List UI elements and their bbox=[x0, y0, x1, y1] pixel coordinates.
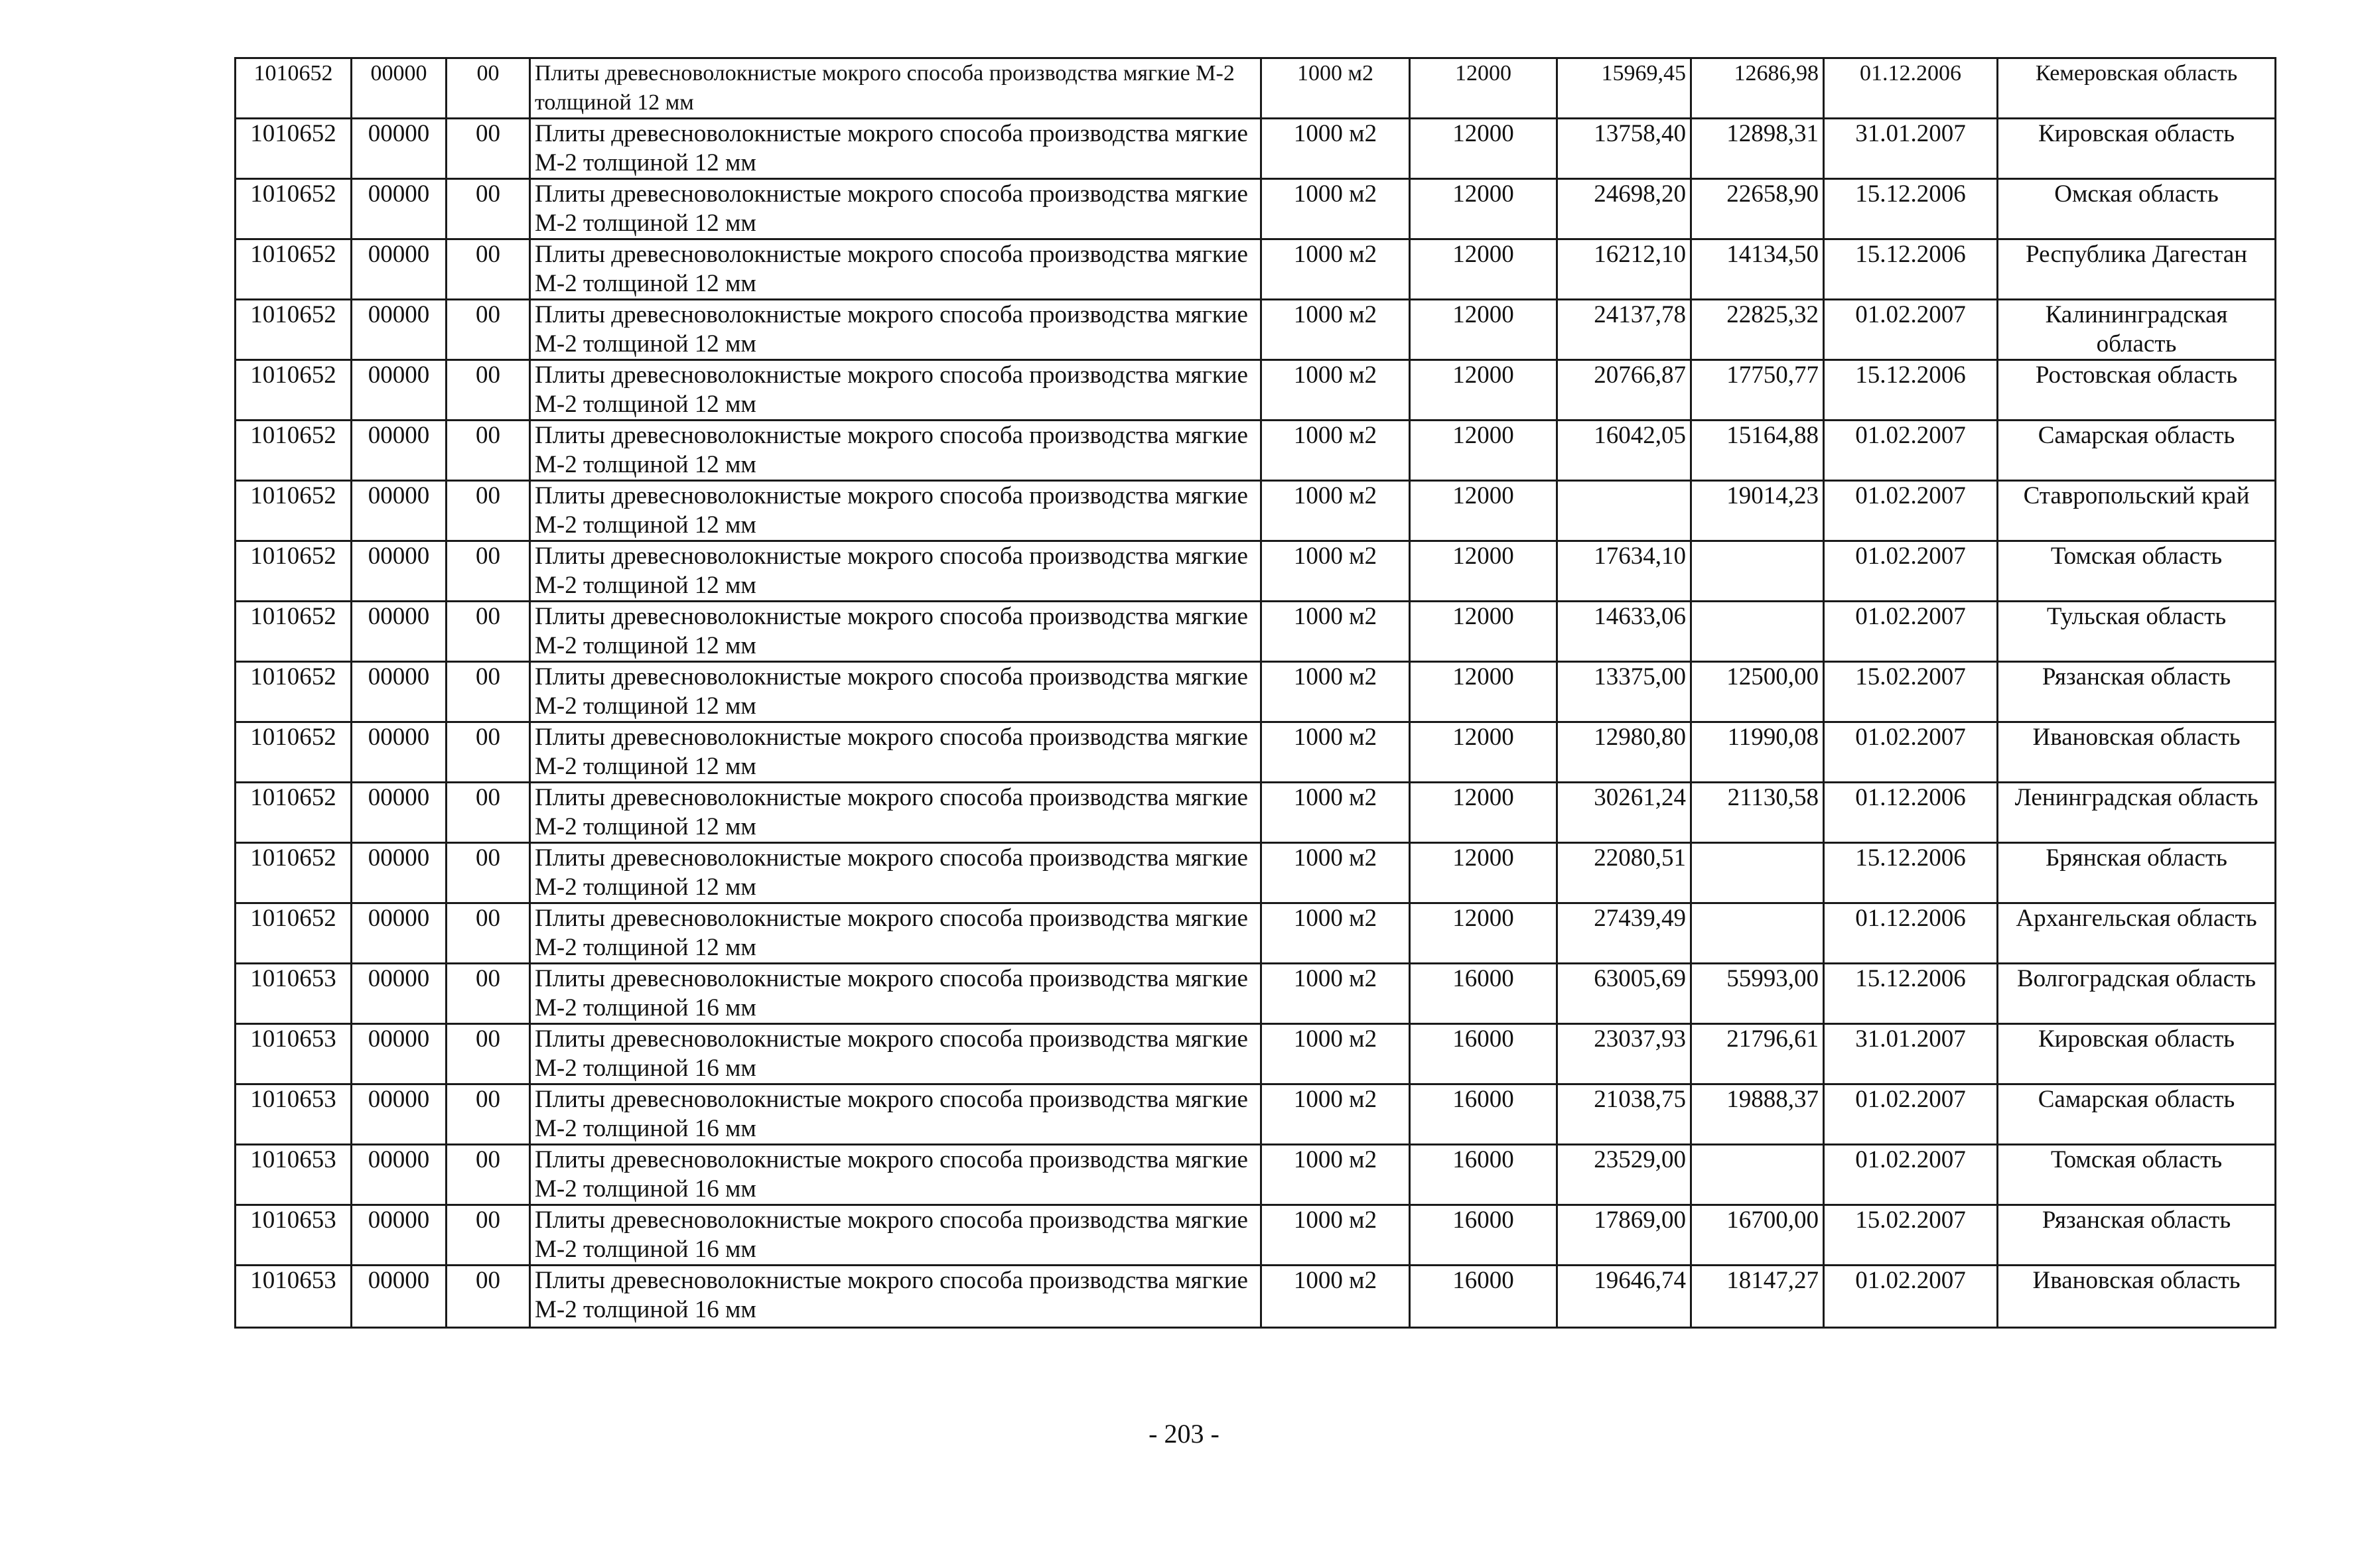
cell-sub-code-2: 00 bbox=[447, 662, 530, 722]
cell-product-name: Плиты древесноволокнистые мокрого способа производства мягкие М-2 толщиной 12 мм bbox=[530, 541, 1261, 602]
table-row bbox=[236, 119, 2276, 179]
cell-sub-code-2: 00 bbox=[447, 1205, 530, 1266]
cell-date: 15.12.2006 bbox=[1824, 843, 1998, 903]
cell-unit-of-measure: 1000 м2 bbox=[1261, 239, 1410, 300]
cell-quantity: 16000 bbox=[1410, 1145, 1557, 1205]
cell-price-2: 11990,08 bbox=[1691, 722, 1824, 783]
cell-sub-code: 00000 bbox=[352, 722, 447, 783]
cell-unit-of-measure: 1000 м2 bbox=[1261, 843, 1410, 903]
cell-sub-code-2: 00 bbox=[447, 541, 530, 602]
table-row bbox=[236, 1084, 2276, 1145]
cell-sub-code-2: 00 bbox=[447, 1084, 530, 1145]
cell-quantity: 12000 bbox=[1410, 421, 1557, 481]
table-row bbox=[236, 1266, 2276, 1328]
cell-item-code: 1010652 bbox=[236, 541, 352, 602]
cell-unit-of-measure: 1000 м2 bbox=[1261, 421, 1410, 481]
cell-price-2 bbox=[1691, 843, 1824, 903]
price-table bbox=[234, 57, 2276, 1329]
table-row bbox=[236, 602, 2276, 662]
cell-region: Томская область bbox=[1998, 1145, 2276, 1205]
table-row bbox=[236, 239, 2276, 300]
cell-product-name: Плиты древесноволокнистые мокрого способа производства мягкие М-2 толщиной 16 мм bbox=[530, 964, 1261, 1024]
cell-product-name: Плиты древесноволокнистые мокрого способа производства мягкие М-2 толщиной 12 мм bbox=[530, 58, 1261, 119]
cell-price-1: 21038,75 bbox=[1557, 1084, 1691, 1145]
cell-price-2: 19888,37 bbox=[1691, 1084, 1824, 1145]
cell-region: Ставропольский край bbox=[1998, 481, 2276, 541]
cell-price-2 bbox=[1691, 903, 1824, 964]
cell-quantity: 12000 bbox=[1410, 602, 1557, 662]
cell-product-name: Плиты древесноволокнистые мокрого способа производства мягкие М-2 толщиной 16 мм bbox=[530, 1145, 1261, 1205]
page-number: - 203 - bbox=[1149, 1419, 1219, 1449]
cell-date: 01.12.2006 bbox=[1824, 903, 1998, 964]
cell-item-code: 1010652 bbox=[236, 179, 352, 239]
cell-date: 01.12.2006 bbox=[1824, 783, 1998, 843]
cell-unit-of-measure: 1000 м2 bbox=[1261, 1024, 1410, 1084]
cell-price-2: 12500,00 bbox=[1691, 662, 1824, 722]
cell-item-code: 1010652 bbox=[236, 360, 352, 421]
cell-item-code: 1010652 bbox=[236, 239, 352, 300]
table-row bbox=[236, 1145, 2276, 1205]
cell-product-name: Плиты древесноволокнистые мокрого способа производства мягкие М-2 толщиной 12 мм bbox=[530, 179, 1261, 239]
cell-date: 15.12.2006 bbox=[1824, 360, 1998, 421]
cell-date: 15.12.2006 bbox=[1824, 964, 1998, 1024]
cell-product-name: Плиты древесноволокнистые мокрого способа производства мягкие М-2 толщиной 16 мм bbox=[530, 1084, 1261, 1145]
cell-price-1: 15969,45 bbox=[1557, 58, 1691, 119]
cell-sub-code: 00000 bbox=[352, 1266, 447, 1328]
cell-sub-code: 00000 bbox=[352, 1084, 447, 1145]
cell-unit-of-measure: 1000 м2 bbox=[1261, 360, 1410, 421]
table-row bbox=[236, 179, 2276, 239]
cell-unit-of-measure: 1000 м2 bbox=[1261, 903, 1410, 964]
cell-sub-code: 00000 bbox=[352, 239, 447, 300]
table-row bbox=[236, 662, 2276, 722]
cell-quantity: 12000 bbox=[1410, 58, 1557, 119]
cell-item-code: 1010652 bbox=[236, 119, 352, 179]
cell-product-name: Плиты древесноволокнистые мокрого способа производства мягкие М-2 толщиной 12 мм bbox=[530, 602, 1261, 662]
table-row bbox=[236, 843, 2276, 903]
cell-unit-of-measure: 1000 м2 bbox=[1261, 58, 1410, 119]
cell-region: Кемеровская область bbox=[1998, 58, 2276, 119]
cell-region: Тульская область bbox=[1998, 602, 2276, 662]
cell-unit-of-measure: 1000 м2 bbox=[1261, 1145, 1410, 1205]
price-table-sheet bbox=[234, 57, 2274, 1329]
cell-sub-code-2: 00 bbox=[447, 360, 530, 421]
cell-item-code: 1010652 bbox=[236, 783, 352, 843]
cell-date: 15.12.2006 bbox=[1824, 239, 1998, 300]
cell-price-1: 13375,00 bbox=[1557, 662, 1691, 722]
cell-sub-code: 00000 bbox=[352, 1205, 447, 1266]
cell-product-name: Плиты древесноволокнистые мокрого способа производства мягкие М-2 толщиной 12 мм bbox=[530, 903, 1261, 964]
cell-sub-code: 00000 bbox=[352, 300, 447, 360]
cell-price-2 bbox=[1691, 602, 1824, 662]
table-row bbox=[236, 1205, 2276, 1266]
cell-item-code: 1010652 bbox=[236, 843, 352, 903]
cell-sub-code: 00000 bbox=[352, 119, 447, 179]
cell-quantity: 12000 bbox=[1410, 903, 1557, 964]
cell-price-1: 12980,80 bbox=[1557, 722, 1691, 783]
cell-date: 15.12.2006 bbox=[1824, 179, 1998, 239]
cell-sub-code-2: 00 bbox=[447, 239, 530, 300]
cell-sub-code: 00000 bbox=[352, 662, 447, 722]
cell-product-name: Плиты древесноволокнистые мокрого способа производства мягкие М-2 толщиной 12 мм bbox=[530, 239, 1261, 300]
cell-price-1: 20766,87 bbox=[1557, 360, 1691, 421]
cell-price-1: 17869,00 bbox=[1557, 1205, 1691, 1266]
cell-product-name: Плиты древесноволокнистые мокрого способа производства мягкие М-2 толщиной 12 мм bbox=[530, 360, 1261, 421]
table-row bbox=[236, 722, 2276, 783]
cell-unit-of-measure: 1000 м2 bbox=[1261, 481, 1410, 541]
cell-price-2 bbox=[1691, 1145, 1824, 1205]
cell-price-1: 19646,74 bbox=[1557, 1266, 1691, 1328]
cell-quantity: 12000 bbox=[1410, 541, 1557, 602]
cell-price-2: 14134,50 bbox=[1691, 239, 1824, 300]
cell-region: Кировская область bbox=[1998, 119, 2276, 179]
table-row bbox=[236, 783, 2276, 843]
cell-sub-code: 00000 bbox=[352, 1024, 447, 1084]
cell-date: 01.02.2007 bbox=[1824, 541, 1998, 602]
cell-quantity: 16000 bbox=[1410, 1205, 1557, 1266]
cell-date: 31.01.2007 bbox=[1824, 119, 1998, 179]
cell-sub-code: 00000 bbox=[352, 481, 447, 541]
cell-sub-code-2: 00 bbox=[447, 843, 530, 903]
cell-price-1 bbox=[1557, 481, 1691, 541]
cell-price-2: 21130,58 bbox=[1691, 783, 1824, 843]
cell-item-code: 1010653 bbox=[236, 1205, 352, 1266]
cell-item-code: 1010653 bbox=[236, 1266, 352, 1328]
cell-date: 01.02.2007 bbox=[1824, 722, 1998, 783]
cell-unit-of-measure: 1000 м2 bbox=[1261, 722, 1410, 783]
cell-date: 01.02.2007 bbox=[1824, 602, 1998, 662]
cell-quantity: 12000 bbox=[1410, 300, 1557, 360]
cell-unit-of-measure: 1000 м2 bbox=[1261, 300, 1410, 360]
cell-sub-code: 00000 bbox=[352, 421, 447, 481]
cell-region: Ростовская область bbox=[1998, 360, 2276, 421]
cell-sub-code-2: 00 bbox=[447, 1145, 530, 1205]
cell-price-2: 22658,90 bbox=[1691, 179, 1824, 239]
cell-price-1: 16042,05 bbox=[1557, 421, 1691, 481]
cell-unit-of-measure: 1000 м2 bbox=[1261, 602, 1410, 662]
cell-item-code: 1010652 bbox=[236, 421, 352, 481]
cell-quantity: 16000 bbox=[1410, 1266, 1557, 1328]
cell-date: 01.02.2007 bbox=[1824, 300, 1998, 360]
cell-date: 01.02.2007 bbox=[1824, 1084, 1998, 1145]
cell-sub-code: 00000 bbox=[352, 58, 447, 119]
cell-date: 01.02.2007 bbox=[1824, 1266, 1998, 1328]
cell-quantity: 16000 bbox=[1410, 964, 1557, 1024]
cell-region: Рязанская область bbox=[1998, 662, 2276, 722]
cell-sub-code: 00000 bbox=[352, 360, 447, 421]
cell-item-code: 1010652 bbox=[236, 662, 352, 722]
cell-sub-code: 00000 bbox=[352, 964, 447, 1024]
cell-sub-code: 00000 bbox=[352, 783, 447, 843]
cell-quantity: 12000 bbox=[1410, 179, 1557, 239]
cell-region: Волгоградская область bbox=[1998, 964, 2276, 1024]
cell-sub-code-2: 00 bbox=[447, 1024, 530, 1084]
cell-sub-code-2: 00 bbox=[447, 783, 530, 843]
cell-price-1: 22080,51 bbox=[1557, 843, 1691, 903]
cell-product-name: Плиты древесноволокнистые мокрого способа производства мягкие М-2 толщиной 12 мм bbox=[530, 421, 1261, 481]
cell-quantity: 16000 bbox=[1410, 1024, 1557, 1084]
cell-unit-of-measure: 1000 м2 bbox=[1261, 783, 1410, 843]
cell-price-1: 13758,40 bbox=[1557, 119, 1691, 179]
cell-sub-code-2: 00 bbox=[447, 300, 530, 360]
cell-price-2: 17750,77 bbox=[1691, 360, 1824, 421]
cell-item-code: 1010652 bbox=[236, 903, 352, 964]
cell-item-code: 1010652 bbox=[236, 300, 352, 360]
cell-item-code: 1010653 bbox=[236, 1084, 352, 1145]
table-row bbox=[236, 481, 2276, 541]
table-row bbox=[236, 964, 2276, 1024]
cell-sub-code: 00000 bbox=[352, 541, 447, 602]
table-body bbox=[236, 58, 2276, 1328]
cell-date: 15.02.2007 bbox=[1824, 1205, 1998, 1266]
cell-quantity: 12000 bbox=[1410, 360, 1557, 421]
cell-date: 01.02.2007 bbox=[1824, 421, 1998, 481]
cell-quantity: 12000 bbox=[1410, 783, 1557, 843]
cell-region: Самарская область bbox=[1998, 1084, 2276, 1145]
table-row bbox=[236, 360, 2276, 421]
cell-sub-code: 00000 bbox=[352, 602, 447, 662]
cell-region: Рязанская область bbox=[1998, 1205, 2276, 1266]
cell-sub-code-2: 00 bbox=[447, 58, 530, 119]
cell-quantity: 12000 bbox=[1410, 843, 1557, 903]
cell-quantity: 12000 bbox=[1410, 119, 1557, 179]
table-row bbox=[236, 903, 2276, 964]
cell-region: Самарская область bbox=[1998, 421, 2276, 481]
table-row bbox=[236, 300, 2276, 360]
cell-unit-of-measure: 1000 м2 bbox=[1261, 119, 1410, 179]
cell-quantity: 12000 bbox=[1410, 662, 1557, 722]
cell-sub-code: 00000 bbox=[352, 843, 447, 903]
cell-price-1: 23037,93 bbox=[1557, 1024, 1691, 1084]
cell-product-name: Плиты древесноволокнистые мокрого способа производства мягкие М-2 толщиной 12 мм bbox=[530, 119, 1261, 179]
cell-unit-of-measure: 1000 м2 bbox=[1261, 964, 1410, 1024]
cell-product-name: Плиты древесноволокнистые мокрого способа производства мягкие М-2 толщиной 12 мм bbox=[530, 662, 1261, 722]
cell-price-2: 16700,00 bbox=[1691, 1205, 1824, 1266]
cell-price-1: 27439,49 bbox=[1557, 903, 1691, 964]
table-row bbox=[236, 58, 2276, 119]
cell-item-code: 1010653 bbox=[236, 964, 352, 1024]
cell-sub-code: 00000 bbox=[352, 179, 447, 239]
cell-sub-code-2: 00 bbox=[447, 602, 530, 662]
cell-price-1: 14633,06 bbox=[1557, 602, 1691, 662]
cell-item-code: 1010653 bbox=[236, 1024, 352, 1084]
cell-sub-code: 00000 bbox=[352, 1145, 447, 1205]
cell-product-name: Плиты древесноволокнистые мокрого способа производства мягкие М-2 толщиной 12 мм bbox=[530, 481, 1261, 541]
cell-region: Ленинградская область bbox=[1998, 783, 2276, 843]
cell-price-1: 24698,20 bbox=[1557, 179, 1691, 239]
cell-price-2 bbox=[1691, 541, 1824, 602]
cell-price-2: 12686,98 bbox=[1691, 58, 1824, 119]
cell-sub-code-2: 00 bbox=[447, 119, 530, 179]
cell-region: Кировская область bbox=[1998, 1024, 2276, 1084]
cell-price-2: 55993,00 bbox=[1691, 964, 1824, 1024]
cell-price-2: 22825,32 bbox=[1691, 300, 1824, 360]
cell-quantity: 12000 bbox=[1410, 722, 1557, 783]
cell-price-1: 30261,24 bbox=[1557, 783, 1691, 843]
cell-region: Ивановская область bbox=[1998, 722, 2276, 783]
cell-product-name: Плиты древесноволокнистые мокрого способа производства мягкие М-2 толщиной 12 мм bbox=[530, 843, 1261, 903]
cell-date: 01.02.2007 bbox=[1824, 1145, 1998, 1205]
cell-item-code: 1010653 bbox=[236, 1145, 352, 1205]
cell-region: Калининградская область bbox=[1998, 300, 2276, 360]
cell-item-code: 1010652 bbox=[236, 58, 352, 119]
cell-price-1: 17634,10 bbox=[1557, 541, 1691, 602]
cell-region: Ивановская область bbox=[1998, 1266, 2276, 1328]
cell-price-2: 15164,88 bbox=[1691, 421, 1824, 481]
cell-sub-code-2: 00 bbox=[447, 1266, 530, 1328]
cell-price-1: 63005,69 bbox=[1557, 964, 1691, 1024]
cell-unit-of-measure: 1000 м2 bbox=[1261, 1266, 1410, 1328]
cell-quantity: 12000 bbox=[1410, 239, 1557, 300]
cell-region: Республика Дагестан bbox=[1998, 239, 2276, 300]
cell-product-name: Плиты древесноволокнистые мокрого способа производства мягкие М-2 толщиной 12 мм bbox=[530, 300, 1261, 360]
cell-product-name: Плиты древесноволокнистые мокрого способа производства мягкие М-2 толщиной 16 мм bbox=[530, 1205, 1261, 1266]
cell-item-code: 1010652 bbox=[236, 481, 352, 541]
cell-sub-code-2: 00 bbox=[447, 481, 530, 541]
cell-product-name: Плиты древесноволокнистые мокрого способа производства мягкие М-2 толщиной 16 мм bbox=[530, 1266, 1261, 1328]
cell-date: 01.12.2006 bbox=[1824, 58, 1998, 119]
cell-date: 15.02.2007 bbox=[1824, 662, 1998, 722]
cell-date: 01.02.2007 bbox=[1824, 481, 1998, 541]
cell-price-1: 23529,00 bbox=[1557, 1145, 1691, 1205]
cell-product-name: Плиты древесноволокнистые мокрого способа производства мягкие М-2 толщиной 16 мм bbox=[530, 1024, 1261, 1084]
cell-unit-of-measure: 1000 м2 bbox=[1261, 662, 1410, 722]
cell-region: Омская область bbox=[1998, 179, 2276, 239]
cell-price-1: 16212,10 bbox=[1557, 239, 1691, 300]
cell-sub-code: 00000 bbox=[352, 903, 447, 964]
cell-sub-code-2: 00 bbox=[447, 179, 530, 239]
cell-sub-code-2: 00 bbox=[447, 903, 530, 964]
cell-sub-code-2: 00 bbox=[447, 964, 530, 1024]
cell-unit-of-measure: 1000 м2 bbox=[1261, 1084, 1410, 1145]
cell-date: 31.01.2007 bbox=[1824, 1024, 1998, 1084]
cell-sub-code-2: 00 bbox=[447, 722, 530, 783]
cell-price-2: 21796,61 bbox=[1691, 1024, 1824, 1084]
cell-region: Томская область bbox=[1998, 541, 2276, 602]
table-row bbox=[236, 541, 2276, 602]
table-row bbox=[236, 1024, 2276, 1084]
cell-unit-of-measure: 1000 м2 bbox=[1261, 1205, 1410, 1266]
cell-price-2: 19014,23 bbox=[1691, 481, 1824, 541]
cell-region: Брянская область bbox=[1998, 843, 2276, 903]
cell-unit-of-measure: 1000 м2 bbox=[1261, 541, 1410, 602]
cell-quantity: 16000 bbox=[1410, 1084, 1557, 1145]
cell-product-name: Плиты древесноволокнистые мокрого способа производства мягкие М-2 толщиной 12 мм bbox=[530, 783, 1261, 843]
cell-quantity: 12000 bbox=[1410, 481, 1557, 541]
table-row bbox=[236, 421, 2276, 481]
cell-price-1: 24137,78 bbox=[1557, 300, 1691, 360]
cell-price-2: 18147,27 bbox=[1691, 1266, 1824, 1328]
cell-region: Архангельская область bbox=[1998, 903, 2276, 964]
cell-product-name: Плиты древесноволокнистые мокрого способа производства мягкие М-2 толщиной 12 мм bbox=[530, 722, 1261, 783]
cell-item-code: 1010652 bbox=[236, 602, 352, 662]
cell-price-2: 12898,31 bbox=[1691, 119, 1824, 179]
cell-unit-of-measure: 1000 м2 bbox=[1261, 179, 1410, 239]
cell-sub-code-2: 00 bbox=[447, 421, 530, 481]
cell-item-code: 1010652 bbox=[236, 722, 352, 783]
